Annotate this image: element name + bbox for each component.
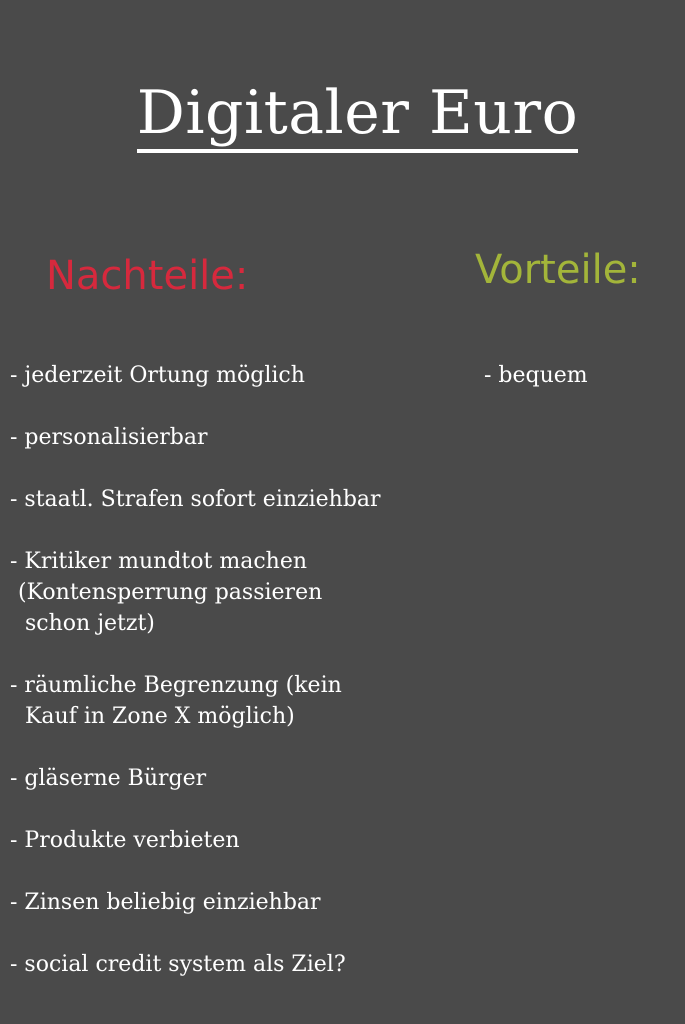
page-title-text: Digitaler Euro <box>137 79 578 153</box>
cons-item-line: schon jetzt) <box>25 611 155 636</box>
cons-item <box>10 546 410 639</box>
cons-item <box>10 763 410 794</box>
cons-item-line: - social credit system als Ziel? <box>10 952 346 977</box>
cons-item <box>10 887 410 918</box>
cons-item-line: - Zinsen beliebig einziehbar <box>10 890 321 915</box>
pros-item <box>484 360 674 391</box>
cons-item <box>10 949 410 980</box>
pros-heading: Vorteile: <box>475 247 641 293</box>
cons-item-line: - Kritiker mundtot machen <box>10 549 308 574</box>
cons-item-line: (Kontensperrung passieren <box>18 580 323 605</box>
pros-item-line: - bequem <box>484 363 588 388</box>
pros-list <box>484 360 674 391</box>
cons-item-line: - personalisierbar <box>10 425 208 450</box>
cons-item-line: Kauf in Zone X möglich) <box>25 704 295 729</box>
cons-item <box>10 360 410 391</box>
page-title <box>0 74 685 153</box>
cons-item <box>10 484 410 515</box>
cons-list <box>10 360 410 980</box>
cons-item-line: - jederzeit Ortung möglich <box>10 363 305 388</box>
cons-item <box>10 670 410 732</box>
cons-item-line: - Produkte verbieten <box>10 828 240 853</box>
cons-item-line: - räumliche Begrenzung (kein <box>10 673 342 698</box>
cons-item <box>10 825 410 856</box>
cons-item-line: - staatl. Strafen sofort einziehbar <box>10 487 381 512</box>
cons-item-line: - gläserne Bürger <box>10 766 207 791</box>
cons-heading: Nachteile: <box>46 253 249 299</box>
cons-item <box>10 422 410 453</box>
